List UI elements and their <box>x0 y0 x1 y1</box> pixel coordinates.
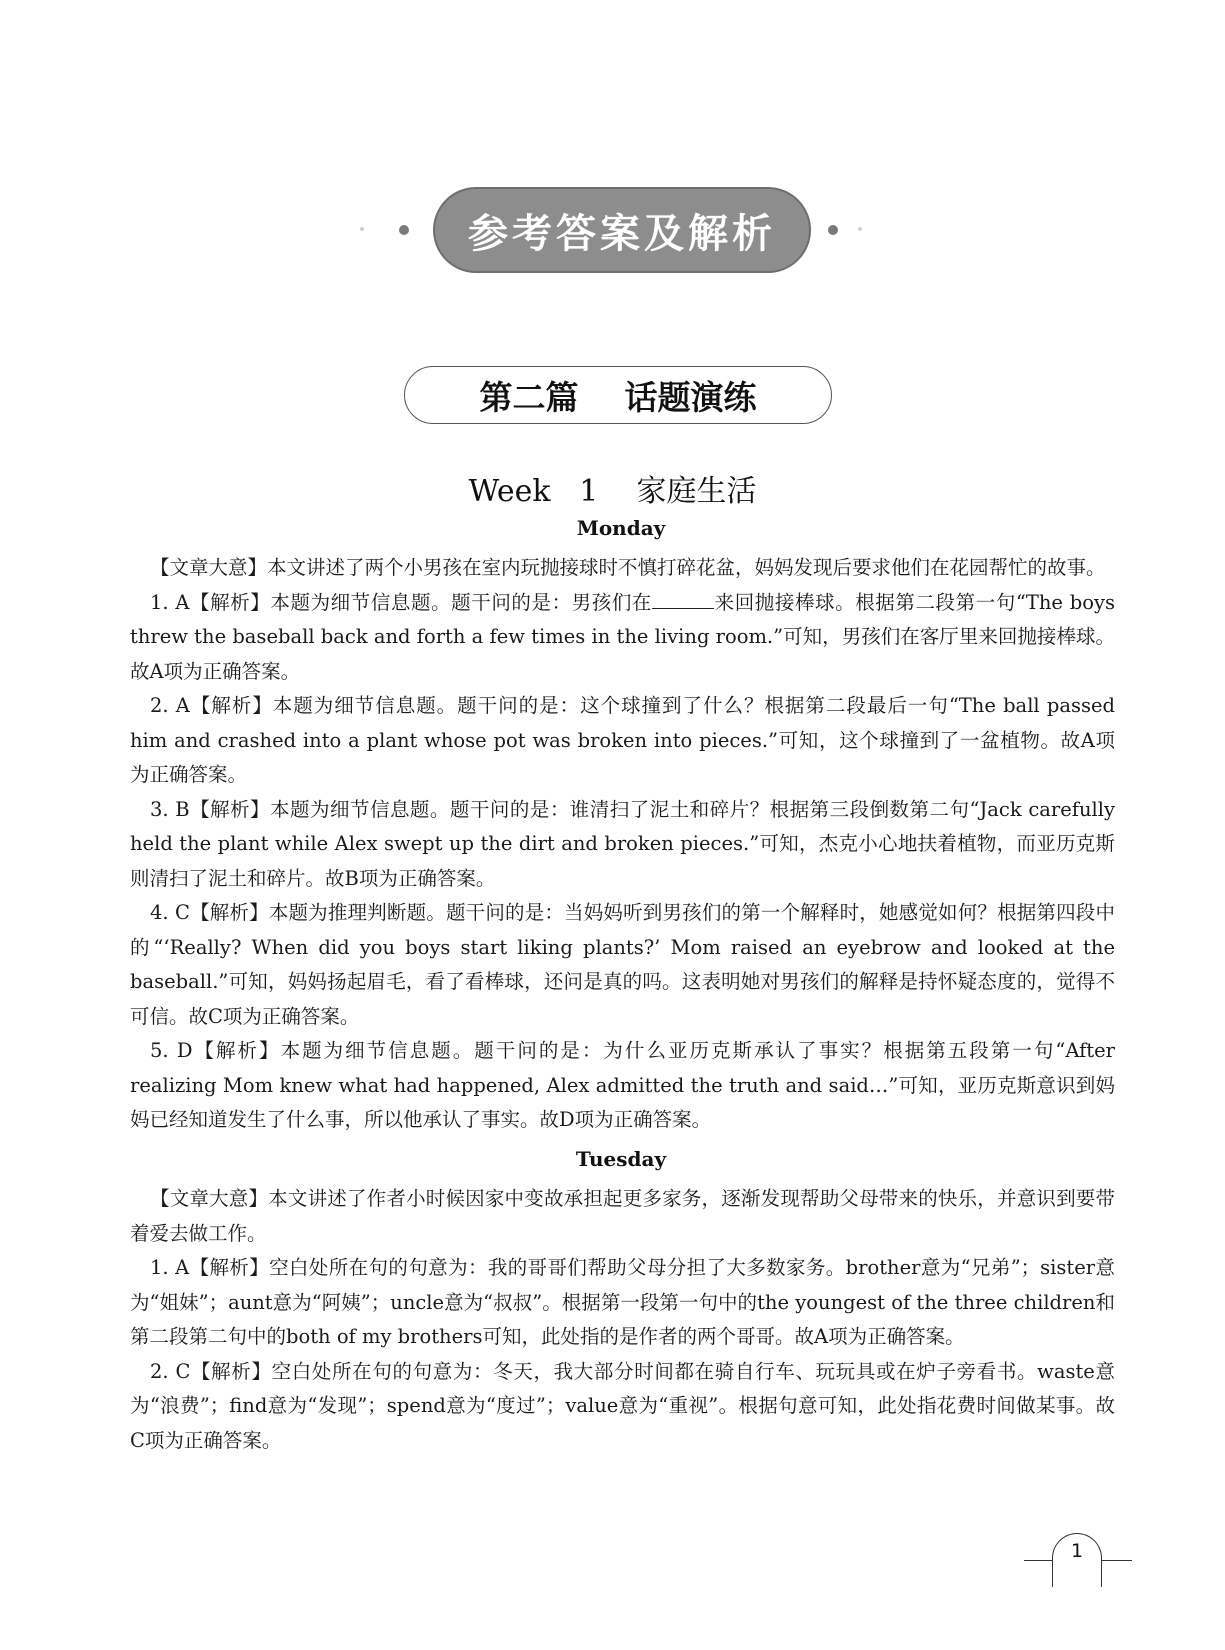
banner <box>0 187 1225 273</box>
monday-heading: Monday <box>576 516 666 540</box>
tuesday-heading: Tuesday <box>575 1147 667 1171</box>
banner-title: 参考答案及解析 <box>468 210 776 257</box>
monday-summary: 【文章大意】本文讲述了两个小男孩在室内玩抛接球时不慎打碎花盆，妈妈发现后要求他们在花园帮忙的故事。 <box>150 556 1106 579</box>
tuesday-q2: 2. C【解析】空白处所在句的句意为：冬天，我大部分时间都在骑自行车、玩玩具或在炉子旁看书。waste意为“浪费”；find意为“发现”；spend意为“度过”；value意为“重视”。根据句意可知，此处指花费时间做某事。故C项为正确答案。 <box>130 1359 1115 1452</box>
monday-q2: 2. A【解析】本题为细节信息题。题干问的是：这个球撞到了什么？根据第二段最后一句“The ball passed him and crashed into a plant whose pot was broken into pieces.”可知，这个球撞到了一盆植物。故A项为正确答案。 <box>130 694 1115 786</box>
tuesday-q1: 1. A【解析】空白处所在句的句意为：我的哥哥们帮助父母分担了大多数家务。brother意为“兄弟”；sister意为“姐妹”；aunt意为“阿姨”；uncle意为“叔叔”。根据第一段第一句中的the youngest of the three children和第二段第二句中的both of my brothers可知，此处指的是作者的两个哥哥。故A项为正确答案。 <box>130 1256 1115 1348</box>
q1-text-after: 来回抛接棒球。根据第二段第一句“The boys threw the baseball back and forth a few times in the living room.”可知，男孩们在客厅里来回抛接棒球。故A项为正确答案。 <box>130 590 1115 683</box>
page-rule <box>1024 1560 1052 1561</box>
page-number: 1 <box>1070 1540 1084 1562</box>
decor-dot <box>360 227 364 231</box>
monday-q4: 4. C【解析】本题为推理判断题。题干问的是：当妈妈听到男孩们的第一个解释时，她感觉如何？根据第四段中的“‘Really? When did you boys start liking plants?’ Mom raised an eyebrow and looked at the baseball.”可知，妈妈扬起眉毛，看了看棒球，还问是真的吗。这表明她对男孩们的解释是持怀疑态度的，觉得不可信。故C项为正确答案。 <box>130 901 1115 1028</box>
decor-dot <box>828 225 838 235</box>
decor-dot <box>858 227 862 231</box>
page-number-badge <box>1024 1530 1136 1570</box>
part-title: 第二篇 话题演练 <box>479 377 757 417</box>
page-rule <box>1102 1560 1132 1561</box>
answer-blank <box>652 588 714 609</box>
week-title: Week 1 家庭生活 <box>468 474 757 509</box>
monday-q3: 3. B【解析】本题为细节信息题。题干问的是：谁清扫了泥土和碎片？根据第三段倒数第二句“Jack carefully held the plant while Alex swept up the dirt and broken pieces.”可知，杰克小心地扶着植物，而亚历克斯则清扫了泥土和碎片。故B项为正确答案。 <box>130 797 1115 890</box>
tuesday-section <box>130 1182 1115 1458</box>
part-title-box <box>404 366 832 424</box>
decor-dot <box>399 225 409 235</box>
q1-text-before: 1. A【解析】本题为细节信息题。题干问的是：男孩们在 <box>150 590 653 614</box>
tuesday-summary: 【文章大意】本文讲述了作者小时候因家中变故承担起更多家务，逐渐发现帮助父母带来的快乐，并意识到要带着爱去做工作。 <box>130 1187 1115 1245</box>
monday-section <box>130 551 1115 1138</box>
monday-q1 <box>130 586 1115 690</box>
monday-q5: 5. D【解析】本题为细节信息题。题干问的是：为什么亚历克斯承认了事实？根据第五段第一句“After realizing Mom knew what had happened, Alex admitted the truth and said…”可知，亚历克斯意识到妈妈已经知道发生了什么事，所以他承认了事实。故D项为正确答案。 <box>130 1039 1115 1131</box>
banner-pill <box>433 187 811 273</box>
